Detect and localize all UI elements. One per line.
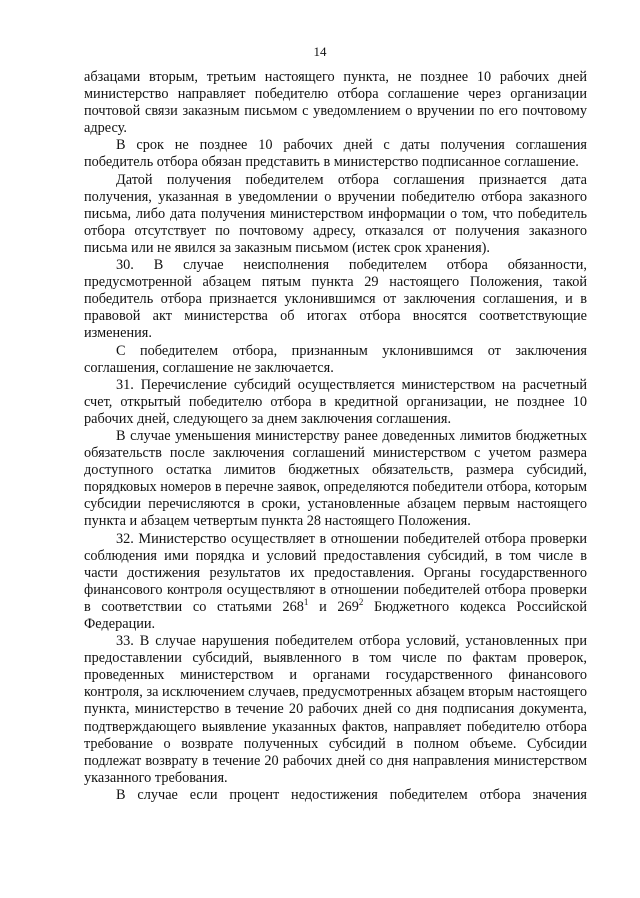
paragraph: В срок не позднее 10 рабочих дней с даты получения соглашения победитель отбора обязан представить в министерство подписанное соглашение. bbox=[84, 137, 587, 171]
paragraph: С победителем отбора, признанным уклонившимся от заключения соглашения, соглашение не заключается. bbox=[84, 342, 587, 376]
page-number: 14 bbox=[313, 44, 327, 59]
paragraph-item-32 bbox=[84, 531, 587, 634]
paragraph-item-30: 30. В случае неисполнения победителем отбора обязанности, предусмотренной абзацем пятым пункта 29 настоящего Положения, такой победитель отбора признается уклонившимся от заключения соглашения, и в правовой акт министерства об итогах отбора вносятся соответствующие изменения. bbox=[84, 257, 587, 342]
paragraph: В случае уменьшения министерству ранее доведенных лимитов бюджетных обязательств после заключения соглашений министерством с учетом размера доступного остатка лимитов бюджетных обязательств, размера субсидий, порядковых номеров в перечне заявок, определяются победители отбора, которым субсидии перечисляются в сроки, установленные абзацем первым настоящего пункта и абзацем четвертым пункта 28 настоящего Положения. bbox=[84, 427, 587, 530]
paragraph-item-31: 31. Перечисление субсидий осуществляется министерством на расчетный счет, открытый победителю отбора в кредитной организации, не позднее 10 рабочих дней, следующего за днем заключения соглашения. bbox=[84, 376, 587, 427]
paragraph-text: и 269 bbox=[308, 598, 359, 615]
paragraph-item-33: 33. В случае нарушения победителем отбора условий, установленных при предоставлении субсидий, выявленного в том числе по фактам проверок, проведенных министерством и органами государственного финансового контроля, за исключением случаев, предусмотренных абзацем вторым настоящего пункта, министерство в течение 20 рабочих дней со дня подписания документа, подтверждающего выявление указанных фактов, направляет победителю отбора требование о возврате полученных субсидий в полном объеме. Субсидии подлежат возврату в течение 20 рабочих дней со дня направления министерством указанного требования. bbox=[84, 633, 587, 786]
paragraph-text: 32. Министерство осуществляет в отношении победителей отбора проверки соблюдения ими порядка и условий предоставления субсидий, в том числе в части достижения результатов их предоставления. Органы государственного финансового контроля осуществляют в отношении победителей отбора проверки в соответствии со статьями 268 bbox=[84, 530, 587, 615]
paragraph-cut-off: В случае если процент недостижения победителем отбора значения bbox=[116, 786, 587, 803]
paragraph-text: Бюджетного кодекса Российской Федерации. bbox=[84, 598, 587, 632]
document-body bbox=[84, 69, 587, 804]
superscript: 2 bbox=[358, 597, 364, 608]
paragraph-continuation: абзацами вторым, третьим настоящего пункта, не позднее 10 рабочих дней министерство направляет победителю отбора соглашение через организации почтовой связи заказным письмом с уведомлением о вручении по его почтовому адресу. bbox=[84, 69, 587, 137]
paragraph: Датой получения победителем отбора соглашения признается дата получения, указанная в уведомлении о вручении победителю отбора заказного письма, либо дата получения министерством информации о том, что победитель отбора отсутствует по почтовому адресу, отказался от получения заказного письма или не явился за заказным письмом (истек срок хранения). bbox=[84, 171, 587, 256]
superscript: 1 bbox=[303, 597, 309, 608]
